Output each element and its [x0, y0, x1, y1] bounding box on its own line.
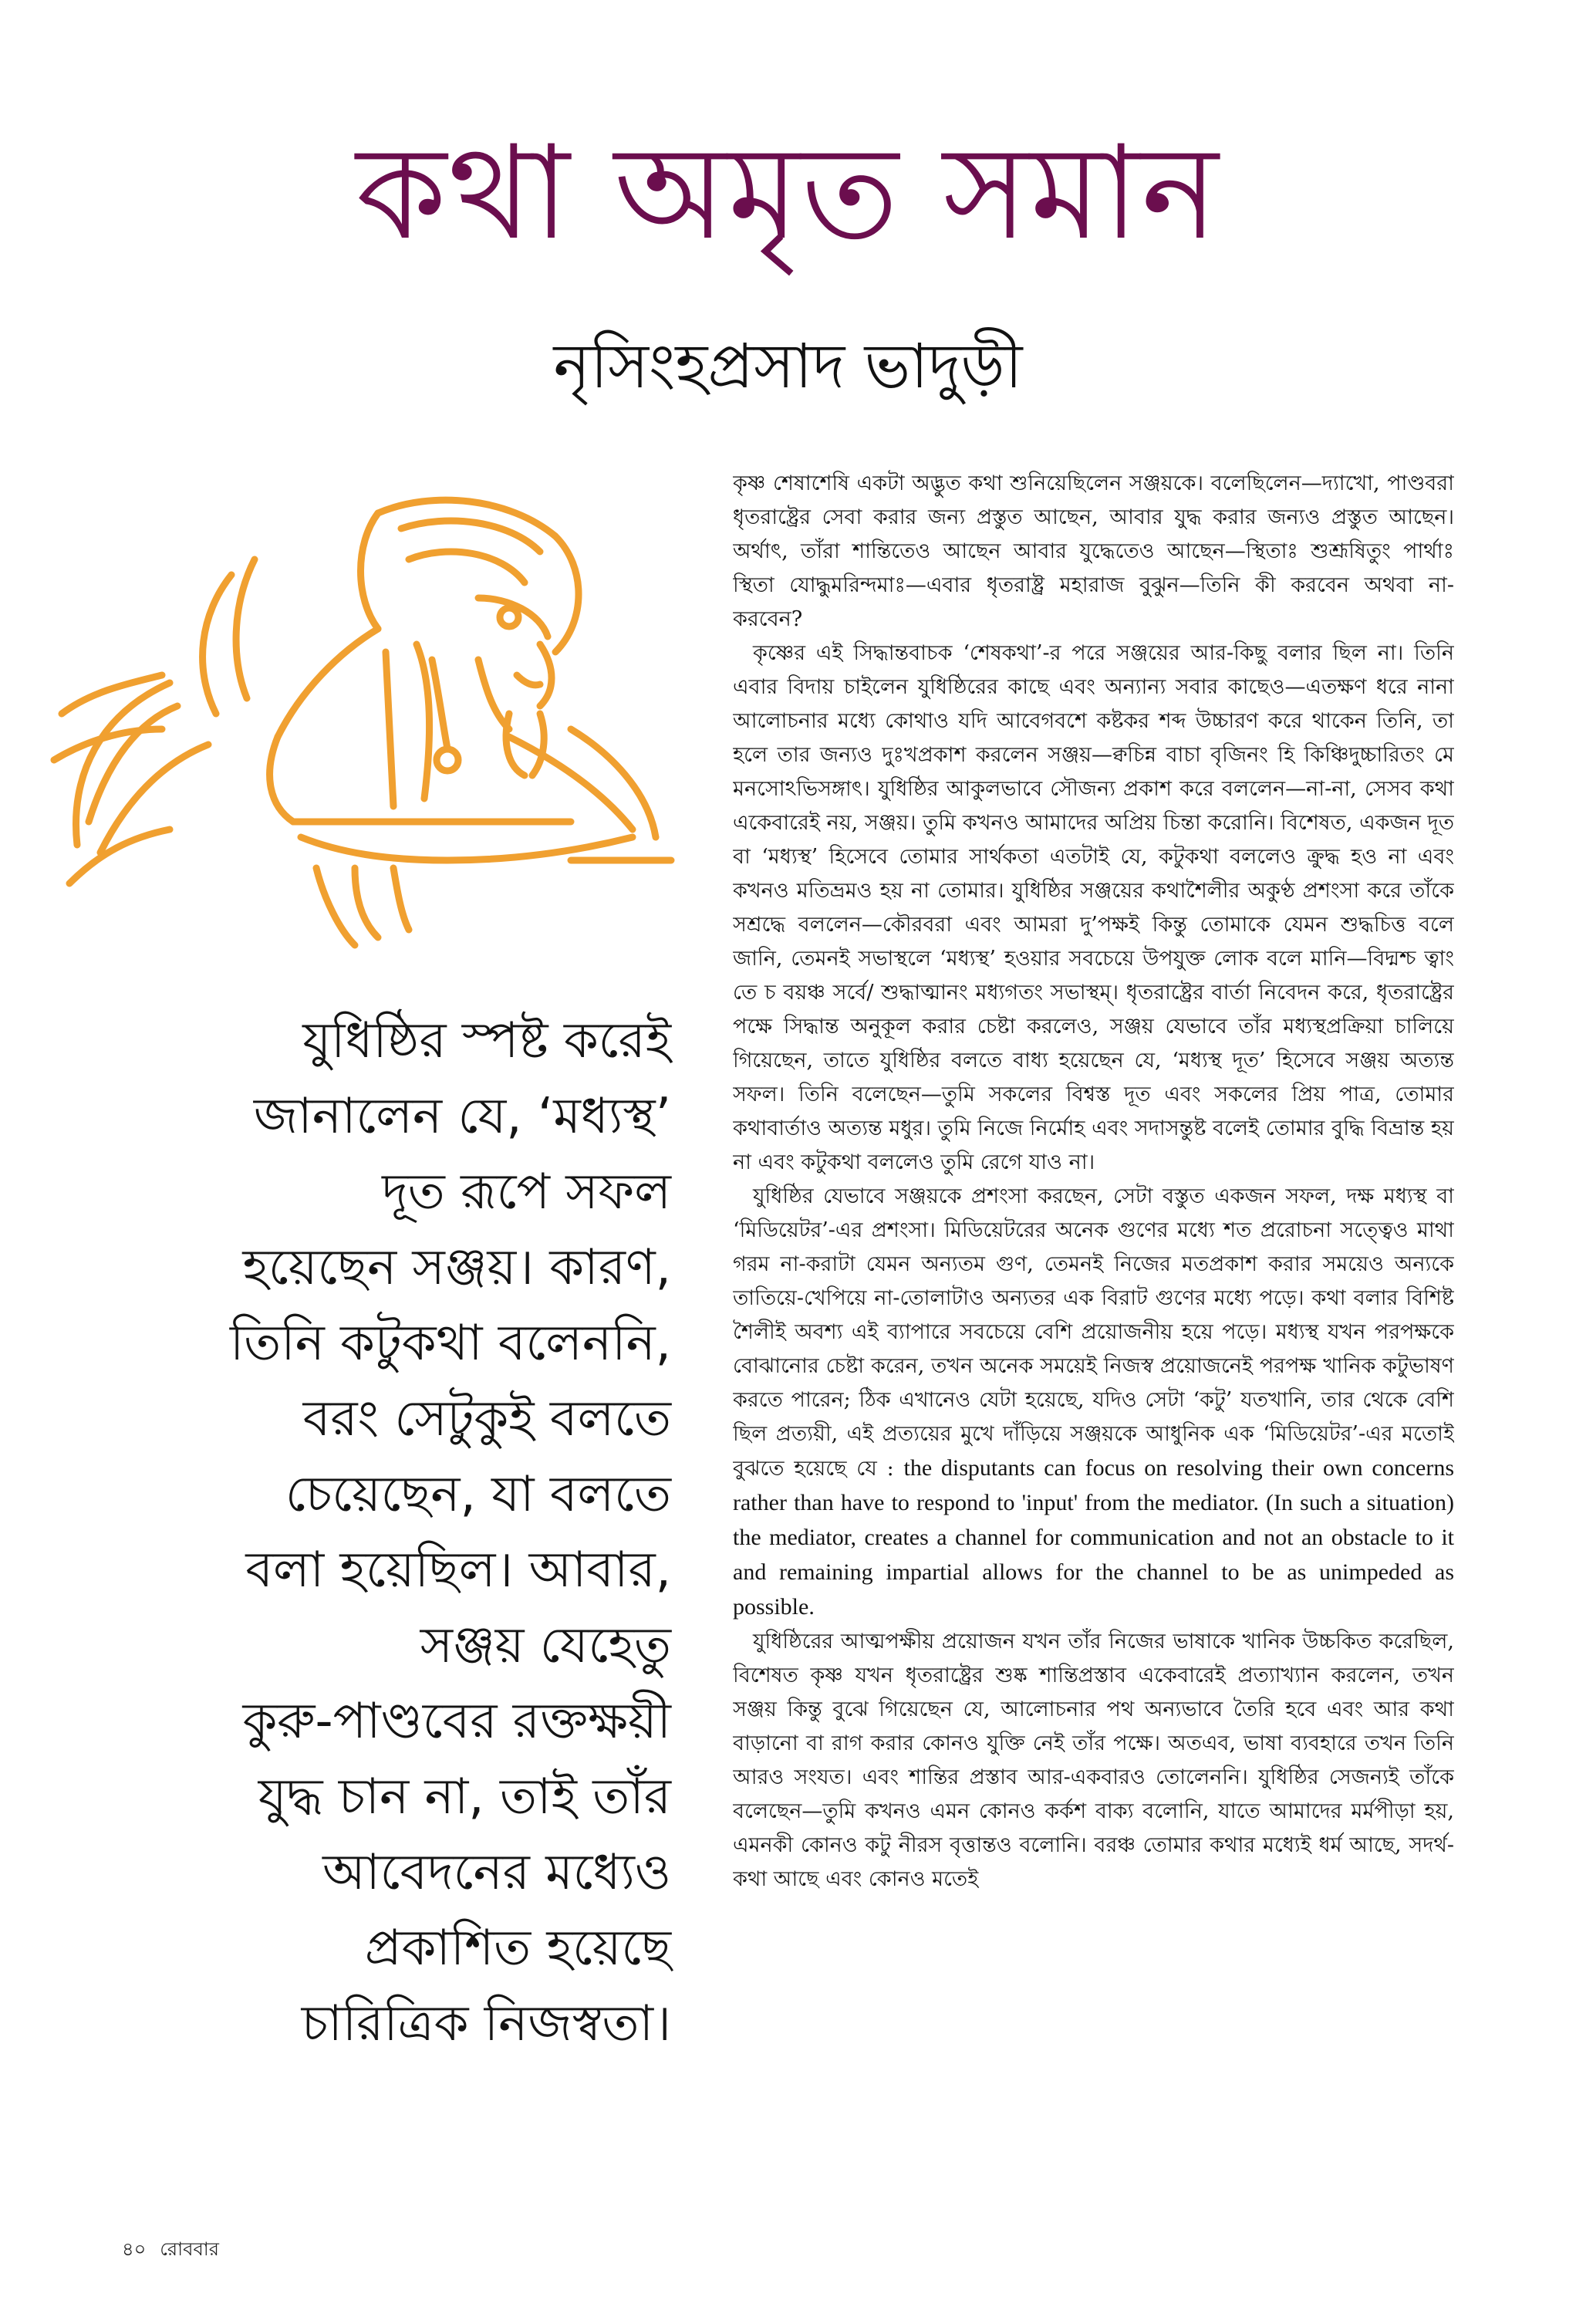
pull-quote-line: হয়েছেন সঞ্জয়। কারণ,: [242, 1239, 671, 1296]
page-number: ৪০: [122, 2238, 147, 2260]
body-paragraph: যুধিষ্ঠিরের আত্মপক্ষীয় প্রয়োজন যখন তাঁর নিজের ভাষাকে খানিক উচ্চকিত করেছিল, বিশেষত কৃষ্ণ যখন ধৃতরাষ্ট্রের শুষ্ক শান্তিপ্রস্তাব একেবারেই প্রত্যাখ্যান করলেন, তখন সঞ্জয় কিন্তু বুঝে গিয়েছেন যে, আলোচনার পথ অন্যভাবে তৈরি হবে এবং আর কথা বাড়ানো বা রাগ করার কোনও যুক্তি নেই তাঁর পক্ষে। অতএব, ভাষা ব্যবহারে তখন তিনি আরও সংযত। এবং শান্তির প্রস্তাব আর-একবারও তোলেননি। যুধিষ্ঠির সেজন্যই তাঁকে বলেছেন—তুমি কখনও এমন কোনও কর্কশ বাক্য বলোনি, যাতে আমাদের মর্মপীড়া হয়, এমনকী কোনও কটু নীরস বৃত্তান্তও বলোনি। বরঞ্চ তোমার কথার মধ্যেই ধর্ম আছে, সদর্থ-কথা আছে এবং কোনও মতেই: [733, 1630, 1454, 1891]
body-paragraph-bengali: যুধিষ্ঠির যেভাবে সঞ্জয়কে প্রশংসা করছেন, সেটা বস্তুত একজন সফল, দক্ষ মধ্যস্থ বা ‘মিডিয়েটর’-এর প্রশংসা। মিডিয়েটরের অনেক গুণের মধ্যে শত প্ররোচনা সত্ত্বেও মাথা গরম না-করাটা যেমন অন্যতম গুণ, তেমনই নিজের মতপ্রকাশ করার সময়েও অন্যকে তাতিয়ে-খেপিয়ে না-তোলাটাও অন্যতর এক বিরাট গুণের মধ্যে পড়ে। কথা বলার বিশিষ্ট শৈলীই অবশ্য এই ব্যাপারে সবচেয়ে বেশি প্রয়োজনীয় হয়ে পড়ে। মধ্যস্থ যখন পরপক্ষকে বোঝানোর চেষ্টা করেন, তখন অনেক সময়েই নিজস্ব প্রয়োজনেই পরপক্ষ খানিক কটুভাষণ করতে পারেন; ঠিক এখানেও যেটা হয়েছে, যদিও সেটা ‘কটু’ যতখানি, তার থেকে বেশি ছিল প্রত্যয়ী, এই প্রত্যয়ের মুখে দাঁড়িয়ে সঞ্জয়কে আধুনিক এক ‘মিডিয়েটর’-এর মতোই বুঝতে হয়েছে যে :: [733, 1184, 1454, 1481]
pull-quote-line: জানালেন যে, ‘মধ্যস্থ’: [253, 1088, 671, 1145]
pull-quote-line: বরং সেটুকুই বলতে: [302, 1390, 671, 1447]
reading-man-illustration: [46, 482, 679, 961]
pull-quote-line: প্রকাশিত হয়েছে: [364, 1920, 671, 1977]
pull-quote-line: দূত রূপে সফল: [382, 1164, 671, 1221]
author-name: নৃসিংহপ্রসাদ ভাদুড়ী: [553, 330, 1023, 402]
pull-quote-line: সঞ্জয় যেহেতু: [420, 1617, 671, 1674]
article-body: [733, 467, 1454, 2187]
pull-quote-line: বলা হয়েছিল। আবার,: [245, 1542, 671, 1599]
pull-quote-line: কুরু-পাণ্ডবের রক্তক্ষয়ী: [242, 1693, 671, 1750]
body-paragraph: [733, 1180, 1454, 1625]
pull-quote-line: তিনি কটুকথা বলেননি,: [229, 1315, 671, 1372]
pull-quote-line: চেয়েছেন, যা বলতে: [285, 1466, 671, 1523]
pull-quote-line: আবেদনের মধ্যেও: [322, 1844, 671, 1901]
pull-quote: [116, 1003, 671, 2062]
english-quote: the disputants can focus on resolving their own concerns rather than have to respond to 'input' from the mediator. (In such a situation) the mediator, creates a channel for communication and not an obstacle to it and remaining impartial allows for the channel to be as unimpeded as possible.: [733, 1455, 1454, 1620]
article-title: কথা অমৃত সমান: [356, 117, 1220, 269]
pull-quote-line: যুদ্ধ চান না, তাই তাঁর: [258, 1768, 671, 1826]
body-paragraph: কৃষ্ণ শেষাশেষি একটা অদ্ভুত কথা শুনিয়েছিলেন সঞ্জয়কে। বলেছিলেন—দ্যাখো, পাণ্ডবরা ধৃতরাষ্ট্রের সেবা করার জন্য প্রস্তুত আছেন, আবার যুদ্ধ করার জন্যও প্রস্তুত আছেন। অর্থাৎ, তাঁরা শান্তিতেও আছেন আবার যুদ্ধেতেও আছেন—স্থিতাঃ শুশ্রূষিতুং পার্থাঃ স্থিতা যোদ্ধুমরিন্দমাঃ—এবার ধৃতরাষ্ট্র মহারাজ বুঝুন—তিনি কী করবেন অথবা না-করবেন?: [733, 471, 1454, 631]
pull-quote-line: চারিত্রিক নিজস্বতা।: [301, 1995, 671, 2052]
publication-name: রোববার: [160, 2238, 219, 2260]
pull-quote-line: যুধিষ্ঠির স্পষ্ট করেই: [302, 1012, 671, 1069]
body-paragraph: কৃষ্ণের এই সিদ্ধান্তবাচক ‘শেষকথা’-র পরে সঞ্জয়ের আর-কিছু বলার ছিল না। তিনি এবার বিদায় চাইলেন যুধিষ্ঠিরের কাছে এবং অন্যান্য সবার কাছেও—এতক্ষণ ধরে নানা আলোচনার মধ্যে কোথাও যদি আবেগবশে কষ্টকর শব্দ উচ্চারণ করে থাকেন তিনি, তা হলে তার জন্যও দুঃখপ্রকাশ করলেন সঞ্জয়—ক্বচিন্ন বাচা বৃজিনং হি কিঞ্চিদুচ্চারিতং মে মনসোঽভিসঙ্গাৎ। যুধিষ্ঠির আকুলভাবে সৌজন্য প্রকাশ করে বললেন—না-না, সেসব কথা একেবারেই নয়, সঞ্জয়। তুমি কখনও আমাদের অপ্রিয় চিন্তা করোনি। বিশেষত, একজন দূত বা ‘মধ্যস্থ’ হিসেবে তোমার সার্থকতা এতটাই যে, কটুকথা বললেও ক্রুদ্ধ হও না এবং কখনও মতিভ্রমও হয় না তোমার। যুধিষ্ঠির সঞ্জয়ের কথাশৈলীর অকুণ্ঠ প্রশংসা করে তাঁকে সশ্রদ্ধে বললেন—কৌরবরা এবং আমরা দু’পক্ষই কিন্তু তোমাকে যেমন শুদ্ধচিত্ত বলে জানি, তেমনই সভাস্থলে ‘মধ্যস্থ’ হওয়ার সবচেয়ে উপযুক্ত লোক বলে মানি—বিদ্মশ্চ ত্বাং তে চ বয়ঞ্চ সর্বে/ শুদ্ধাত্মানং মধ্যগতং সভাস্থম্। ধৃতরাষ্ট্রের বার্তা নিবেদন করে, ধৃতরাষ্ট্রের পক্ষে সিদ্ধান্ত অনুকূল করার চেষ্টা করলেও, সঞ্জয় যেভাবে তাঁর মধ্যস্থপ্রক্রিয়া চালিয়ে গিয়েছেন, তাতে যুধিষ্ঠির বলতে বাধ্য হয়েছেন যে, ‘মধ্যস্থ দূত’ হিসেবে সঞ্জয় অত্যন্ত সফল। তিনি বলেছেন—তুমি সকলের বিশ্বস্ত দূত এবং সকলের প্রিয় পাত্র, তোমার কথাবার্তাও অত্যন্ত মধুর। তুমি নিজে নির্মোহ এবং সদাসন্তুষ্ট বলেই তোমার বুদ্ধি বিভ্রান্ত হয় না এবং কটুকথা বললেও তুমি রেগে যাও না।: [733, 641, 1454, 1174]
page-footer: [122, 2238, 233, 2261]
